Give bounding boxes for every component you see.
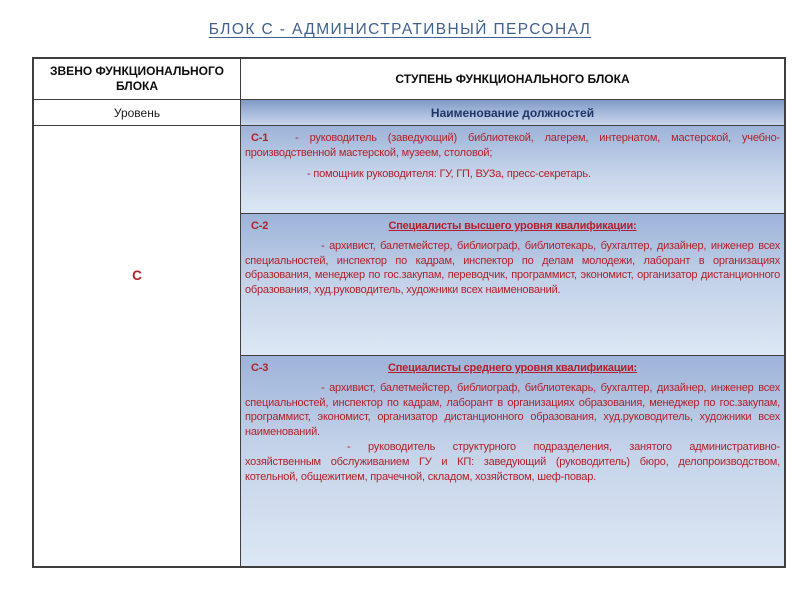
section-c2 (241, 213, 784, 355)
section-c2-item1: - архивист, балетмейстер, библиограф, библиотекарь, бухгалтер, дизайнер, инженер всех специальностей, инспектор по кадрам, инспектор по делам молодежи, лаборант в организациях образования, менеджер по гос.закупам, переводчик, программист, экономист, организатор дистанционного образования, худ.руководитель, художники всех наименований. (245, 239, 780, 297)
section-c1-item1: - руководитель (заведующий) библиотекой, лагерем, интернатом, мастерской, учебно-производственной мастерской, музеем, столовой; (245, 132, 780, 159)
level-cell (34, 125, 240, 566)
section-c3-code: С-3 (251, 362, 269, 374)
positions-cell (240, 125, 784, 566)
section-c3-item2: - руководитель структурного подразделения, занятого административно-хозяйственным обслуживанием ГУ и КП: заведующий (руководитель) бюро, делопроизводством, котельной, общежитием, прачечной, складом, хозяйством, шеф-повар. (245, 440, 780, 483)
section-c2-code: С-2 (251, 220, 269, 232)
table-header-functional-link: ЗВЕНО ФУНКЦИОНАЛЬНОГО БЛОКА (50, 64, 224, 93)
section-c1-item2: - помощник руководителя: ГУ, ГП, ВУЗа, пресс-секретарь. (307, 167, 591, 180)
subheader-positions-label: Наименование должностей (240, 99, 784, 125)
table-header-functional-step: СТУПЕНЬ ФУНКЦИОНАЛЬНОГО БЛОКА (240, 59, 784, 99)
page-title: БЛОК С - АДМИНИСТРАТИВНЫЙ ПЕРСОНАЛ (208, 21, 592, 38)
section-c3-header (245, 361, 780, 376)
section-c3-heading: Специалисты среднего уровня квалификации: (387, 362, 637, 374)
section-c3 (241, 355, 784, 566)
section-c1 (241, 126, 784, 213)
level-letter: С (132, 268, 142, 283)
section-c1-code: С-1 (251, 132, 269, 144)
section-c2-heading: Специалисты высшего уровня квалификации: (388, 220, 637, 232)
personnel-table (32, 57, 786, 568)
section-c2-header (245, 219, 780, 234)
section-c3-item1: - архивист, балетмейстер, библиограф, библиотекарь, бухгалтер, дизайнер, инженер всех специальностей, инспектор по кадрам, лаборант в организациях образования, менеджер по гос.закупам, программист, экономист, организатор дистанционного образования, худ.руководитель, художники всех наименований. (245, 381, 780, 439)
subheader-level-label: Уровень (34, 99, 240, 125)
section-c1-line1 (245, 131, 780, 161)
